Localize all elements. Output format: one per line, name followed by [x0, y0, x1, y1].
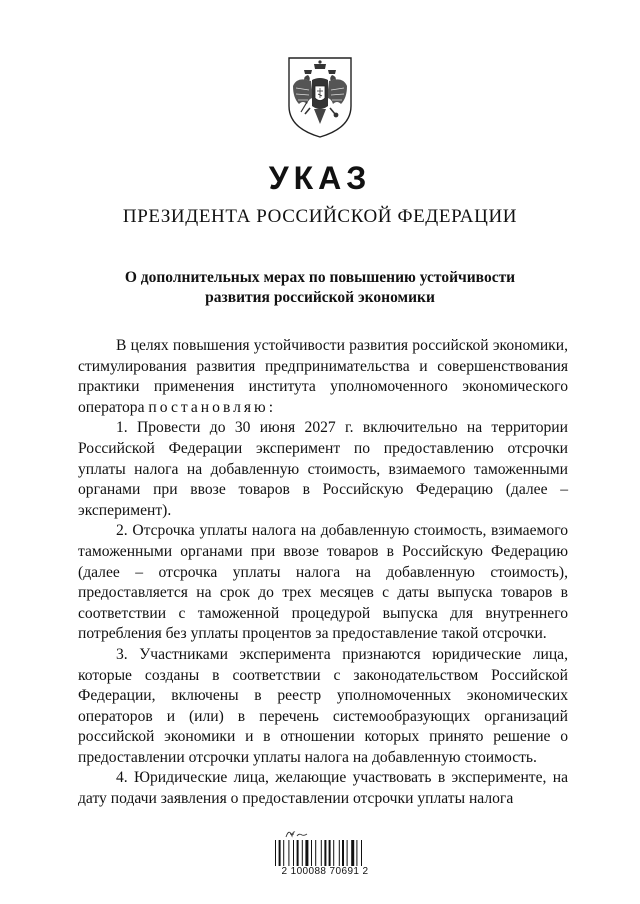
double-headed-eagle-icon [287, 54, 353, 139]
document-subheading: ПРЕЗИДЕНТА РОССИЙСКОЙ ФЕДЕРАЦИИ [122, 206, 518, 227]
numbered-paragraph: 4. Юридические лица, желающие участвовать в эксперименте, на дату подачи заявления о предоставлении отсрочки уплаты налога [78, 769, 568, 808]
handwritten-initials-icon [284, 826, 310, 840]
barcode-number: 2 100088 70691 2 [281, 866, 369, 877]
preamble-paragraph [78, 336, 568, 418]
decree-title-line: развития российской экономики [205, 289, 435, 306]
numbered-paragraph: 2. Отсрочка уплаты налога на добавленную стоимость, взимаемого таможенными органами при ввозе товаров в Российскую Федерацию (далее – отсрочка уплаты налога на добавленную стоимость), предоставляется на срок до трех месяцев с даты выпуска товаров в соответствии с таможенной процедурой выпуска для внутреннего потребления без уплаты процентов за предоставление такой отсрочки. [78, 522, 568, 643]
preamble-text: В целях повышения устойчивости развития российской экономики, стимулирования развития предпринимательства и совершенствования практики применения института уполномоченного экономического оператора [78, 337, 568, 416]
decree-body [78, 336, 568, 810]
decree-title [90, 268, 550, 308]
document-heading: УКАЗ [268, 160, 372, 196]
document-footer [270, 826, 380, 880]
numbered-paragraph: 1. Провести до 30 июня 2027 г. включительно на территории Российской Федерации эксперимент по предоставлению отсрочки уплаты налога на добавленную стоимость, взимаемого таможенными органами при ввозе товаров в Российскую Федерацию (далее – эксперимент). [78, 419, 568, 519]
numbered-paragraph: 3. Участниками эксперимента признаются юридические лица, которые созданы в соответствии с законодательством Российской Федерации, включены в реестр уполномоченных экономических операторов и (или) в перечень системообразующих организаций российской экономики и в отношении которых принято решение о предоставлении отсрочки уплаты налога на добавленную стоимость. [78, 645, 568, 766]
decree-title-line: О дополнительных мерах по повышению устойчивости [124, 269, 516, 286]
barcode-icon [274, 840, 370, 866]
decree-word: постановляю: [148, 398, 277, 416]
